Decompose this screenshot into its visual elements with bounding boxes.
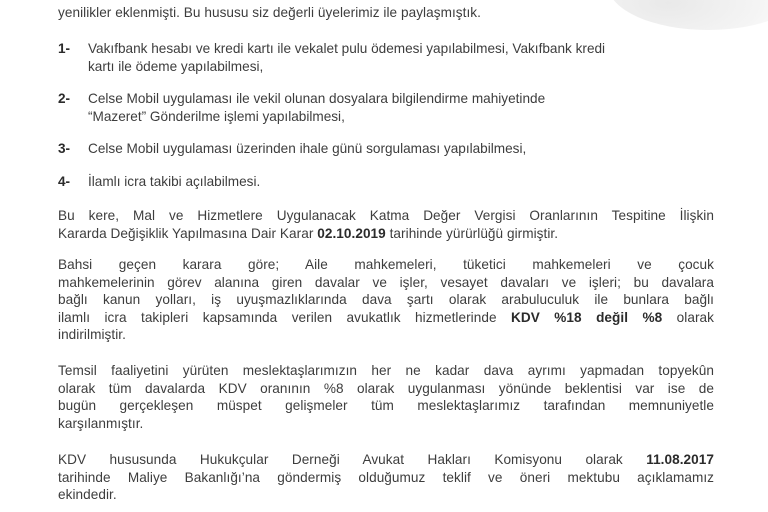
paragraph-line: bugün gerçekleşen müspet gelişmeler tüm meslektaşlarımız tarafından memnuniyetle — [58, 398, 714, 413]
list-number: 3- — [58, 141, 71, 156]
list-item-line: Vakıfbank hesabı ve kredi kartı ile vekalet pulu ödemesi yapılabilmesi, Vakıfbank kredi — [88, 41, 606, 56]
paragraph-decision-scope — [58, 256, 714, 344]
paragraph-expectations — [58, 362, 714, 432]
paragraph-line: Bahsi geçen karara göre; Aile mahkemeleri, tüketici mahkemeleri ve çocuk — [58, 257, 714, 272]
kdv-rate-highlight: KDV %18 değil %8 — [511, 309, 663, 325]
paragraph-line: Temsil faaliyetini yürüten meslektaşlarımızın her ne kadar dava ayrımı yapmadan topyekûn — [58, 363, 714, 378]
paragraph-line: karşılanmıştır. — [58, 415, 144, 431]
text-run: olarak — [662, 309, 714, 325]
paragraph-line — [58, 225, 714, 243]
intro-line: yenilikler eklenmişti. Bu hususu siz değerli üyelerimiz ile paylaşmıştık. — [58, 5, 481, 20]
letter-date: 11.08.2017 — [646, 452, 714, 467]
text-run: Kararda Değişiklik Yapılmasına Dair Karar — [58, 225, 318, 241]
list-item-1 — [58, 40, 718, 75]
list-number: 1- — [58, 41, 71, 56]
decision-date: 02.10.2019 — [317, 225, 386, 241]
list-item-line: “Mazeret” Gönderilme işlemi yapılabilmesi, — [88, 108, 345, 124]
intro-text — [58, 4, 714, 22]
list-item-line: Celse Mobil uygulaması ile vekil olunan dosyalara bilgilendirme mahiyetinde — [88, 91, 546, 106]
paragraph-line: Bu kere, Mal ve Hizmetlere Uygulanacak Katma Değer Vergisi Oranlarının Tespitine İlişkin — [58, 208, 714, 223]
paragraph-line — [58, 309, 714, 327]
text-run: tarihinde yürürlüğü girmiştir. — [385, 225, 559, 241]
paragraph-line: ekindedir. — [58, 487, 117, 502]
list-item-line: Celse Mobil uygulaması üzerinden ihale günü sorgulaması yapılabilmesi, — [88, 141, 527, 156]
paragraph-line: olarak tüm davalarda KDV oranının %8 olarak uygulanması yönünde beklentisi var ise de — [58, 380, 714, 396]
list-number: 4- — [58, 174, 71, 189]
list-number: 2- — [58, 91, 71, 106]
text-run: KDV hususunda Hukukçular Derneği Avukat Hakları Komisyonu olarak — [58, 452, 647, 467]
paragraph-line: indirilmiştir. — [58, 327, 126, 342]
list-item-3 — [58, 140, 718, 158]
paragraph-line: mahkemelerinin görev alanına giren davalar ve işler, vesayet davaları ve işleri; bu davalara — [58, 274, 714, 290]
paragraph-line: tarihinde Maliye Bakanlığı’na göndermiş olduğumuz teklif ve öneri mektubu açıklamamız — [58, 469, 714, 485]
list-item-2 — [58, 90, 718, 125]
list-item-4 — [58, 173, 718, 191]
paragraph-line: bağlı kanun yolları, iş uyuşmazlıklarında dava şartı olarak arabuluculuk ile bunlara bağlı — [58, 292, 714, 307]
list-item-line: İlamlı icra takibi açılabilmesi. — [88, 174, 261, 189]
paragraph-line — [58, 451, 714, 469]
list-item-line: kartı ile ödeme yapılabilmesi, — [88, 58, 264, 74]
paragraph-commission-letter — [58, 451, 714, 504]
paragraph-kdv-decision — [58, 207, 714, 242]
text-run: ilamlı icra takipleri kapsamında verilen avukatlık hizmetlerinde — [58, 309, 511, 325]
